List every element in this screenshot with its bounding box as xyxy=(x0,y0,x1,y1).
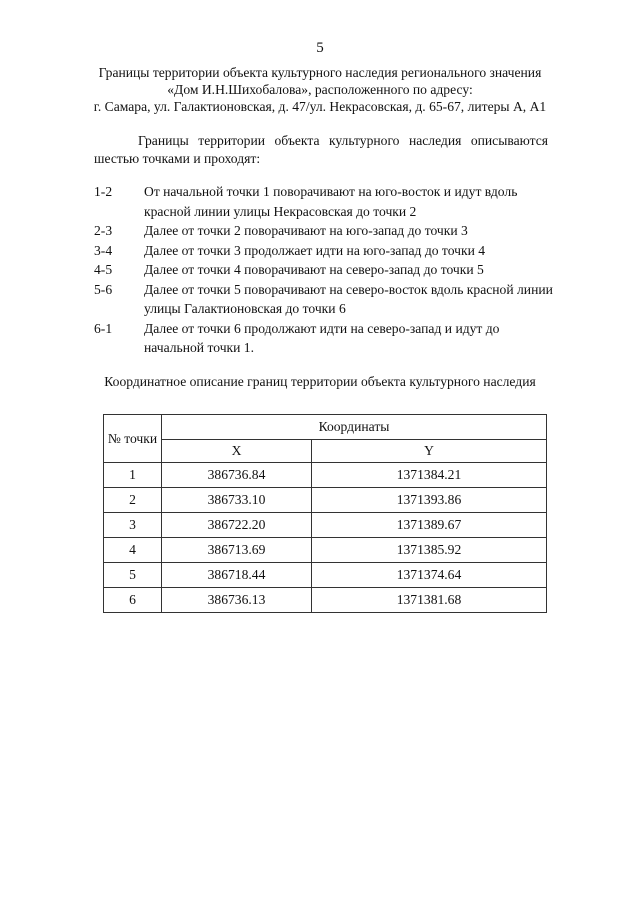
header-x: X xyxy=(162,440,312,463)
header-coordinates: Координаты xyxy=(162,415,547,440)
table-row xyxy=(104,488,547,513)
table-caption: Координатное описание границ территории объекта культурного наследия xyxy=(104,374,536,389)
table-row xyxy=(104,563,547,588)
cell-y: 1371389.67 xyxy=(312,513,547,538)
segment-item xyxy=(94,241,554,261)
cell-x: 386736.84 xyxy=(162,463,312,488)
cell-y: 1371381.68 xyxy=(312,588,547,613)
header-point-number: № точки xyxy=(104,415,162,463)
document-heading xyxy=(60,64,580,115)
segment-text: Далее от точки 5 поворачивают на северо-восток вдоль красной линии улицы Галактионовская до точки 6 xyxy=(144,281,553,316)
cell-y: 1371393.86 xyxy=(312,488,547,513)
segment-text: От начальной точки 1 поворачивают на юго-восток и идут вдоль красной линии улицы Некрасовская до точки 2 xyxy=(144,184,518,219)
segment-text: Далее от точки 3 продолжает идти на юго-запад до точки 4 xyxy=(144,242,486,258)
segment-code: 2-3 xyxy=(94,223,113,238)
table-header-row xyxy=(104,415,547,440)
segment-code: 6-1 xyxy=(94,320,113,336)
heading-line-3: г. Самара, ул. Галактионовская, д. 47/ул. Некрасовская, д. 65-67, литеры А, А1 xyxy=(93,99,547,114)
segment-text: Далее от точки 2 поворачивают на юго-запад до точки 3 xyxy=(144,223,468,238)
cell-y: 1371385.92 xyxy=(312,538,547,563)
segment-code: 1-2 xyxy=(94,184,113,199)
header-y: Y xyxy=(312,440,547,463)
heading-line-2: «Дом И.Н.Шихобалова», расположенного по адресу: xyxy=(167,82,473,97)
cell-point-number: 2 xyxy=(104,488,162,513)
boundary-segments-list xyxy=(94,182,554,358)
cell-point-number: 1 xyxy=(104,463,162,488)
segment-item xyxy=(94,280,554,319)
intro-paragraph: Границы территории объекта культурного наследия описываются шестью точками и проходят: xyxy=(94,133,548,166)
cell-point-number: 6 xyxy=(104,588,162,613)
cell-y: 1371384.21 xyxy=(312,463,547,488)
cell-point-number: 3 xyxy=(104,513,162,538)
page-number: 5 xyxy=(316,40,324,56)
segment-code: 4-5 xyxy=(94,262,113,277)
cell-x: 386713.69 xyxy=(162,538,312,563)
table-subheader-row xyxy=(104,440,547,463)
table-row xyxy=(104,513,547,538)
table-row xyxy=(104,463,547,488)
coordinates-table xyxy=(103,414,547,613)
cell-point-number: 4 xyxy=(104,538,162,563)
cell-x: 386722.20 xyxy=(162,513,312,538)
segment-code: 3-4 xyxy=(94,242,113,258)
segment-item xyxy=(94,221,554,241)
cell-y: 1371374.64 xyxy=(312,563,547,588)
table-row xyxy=(104,538,547,563)
segment-text: Далее от точки 6 продолжают идти на северо-запад и идут до начальной точки 1. xyxy=(144,320,500,355)
cell-point-number: 5 xyxy=(104,563,162,588)
segment-item xyxy=(94,260,554,280)
segment-text: Далее от точки 4 поворачивают на северо-запад до точки 5 xyxy=(144,262,484,277)
segment-item xyxy=(94,182,554,221)
cell-x: 386718.44 xyxy=(162,563,312,588)
segment-item xyxy=(94,319,554,358)
segment-code: 5-6 xyxy=(94,281,113,297)
cell-x: 386736.13 xyxy=(162,588,312,613)
cell-x: 386733.10 xyxy=(162,488,312,513)
heading-line-1: Границы территории объекта культурного наследия регионального значения xyxy=(98,65,542,80)
table-row xyxy=(104,588,547,613)
